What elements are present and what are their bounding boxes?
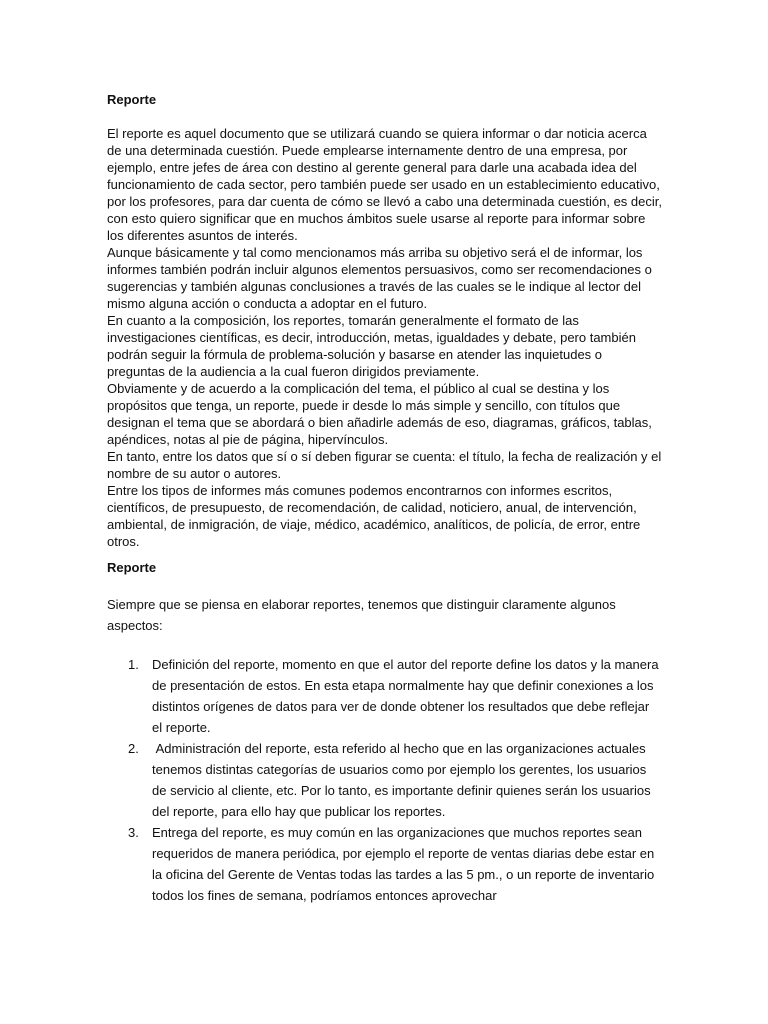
section-1-paragraphs: El reporte es aquel documento que se utilizará cuando se quiera informar o dar noticia acerca de una determinada cuestión. Puede emplearse internamente dentro de una empresa, por ejemplo, entre jefes de área con destino al gerente general para darle una acabada idea del funcionamiento de cada sector, pero también puede ser usado en un establecimiento educativo, por los profesores, para dar cuenta de cómo se llevó a cabo una determinada cuestión, es decir, con esto quiero significar que en muchos ámbitos suele usarse al reporte para informar sobre los diferentes asuntos de interés. Aunque básicamente y tal como mencionamos más arriba su objetivo será el de informar, los informes también podrán incluir algunos elementos persuasivos, como ser recomendaciones o sugerencias y también algunas conclusiones a través de las cuales se le indique al lector del mismo alguna acción o conducta a adoptar en el futuro. En cuanto a la composición, los reportes, tomarán generalmente el formato de las investigaciones científicas, es decir, introducción, metas, igualdades y debate, pero también podrán seguir la fórmula de problema-solución y basarse en atender las inquietudes o preguntas de la audiencia a la cual fueron dirigidos previamente. Obviamente y de acuerdo a la complicación del tema, el público al cual se destina y los propósitos que tenga, un reporte, puede ir desde lo más simple y sencillo, con títulos que designan el tema que se abordará o bien añadirle además de eso, diagramas, gráficos, tablas, apéndices, notas al pie de página, hipervínculos. En tanto, entre los datos que sí o sí deben figurar se cuenta: el título, la fecha de realización y el nombre de su autor o autores. Entre los tipos de informes más comunes podemos encontrarnos con informes escritos, científicos, de presupuesto, de recomendación, de calidad, noticiero, anual, de intervención, ambiental, de inmigración, de viaje, médico, académico, analíticos, de policía, de error, entre otros.	[107, 126, 662, 549]
list-item-text: Entrega del reporte, es muy común en las organizaciones que muchos reportes sean requeridos de manera periódica, por ejemplo el reporte de ventas diarias debe estar en la oficina del Gerente de Ventas todas las tardes a las 5 pm., o un reporte de inventario todos los fines de semana, podríamos entonces aprovechar	[152, 825, 658, 903]
list-item-number: 2.	[128, 741, 139, 756]
aspects-list	[107, 654, 662, 906]
list-item-text: Administración del reporte, esta referido al hecho que en las organizaciones actuales tenemos distintas categorías de usuarios como por ejemplo los gerentes, los usuarios de servicio al cliente, etc. Por lo tanto, es importante definir quienes serán los usuarios del reporte, para ello hay que publicar los reportes.	[152, 741, 655, 819]
list-item-number: 3.	[128, 825, 139, 840]
list-item-text: Definición del reporte, momento en que el autor del reporte define los datos y la manera de presentación de estos. En esta etapa normalmente hay que definir conexiones a los distintos orígenes de datos para ver de donde obtener los resultados que debe reflejar el reporte.	[152, 657, 663, 735]
list-item-number: 1.	[128, 657, 139, 672]
document-page	[107, 91, 662, 906]
section-2-heading: Reporte	[107, 560, 157, 575]
section-1-body	[107, 125, 662, 550]
list-item	[107, 822, 662, 906]
section-1-heading: Reporte	[107, 92, 157, 107]
list-item	[107, 738, 662, 822]
list-item	[107, 654, 662, 738]
section-2-intro: Siempre que se piensa en elaborar reportes, tenemos que distinguir claramente algunos aspectos:	[107, 597, 616, 633]
